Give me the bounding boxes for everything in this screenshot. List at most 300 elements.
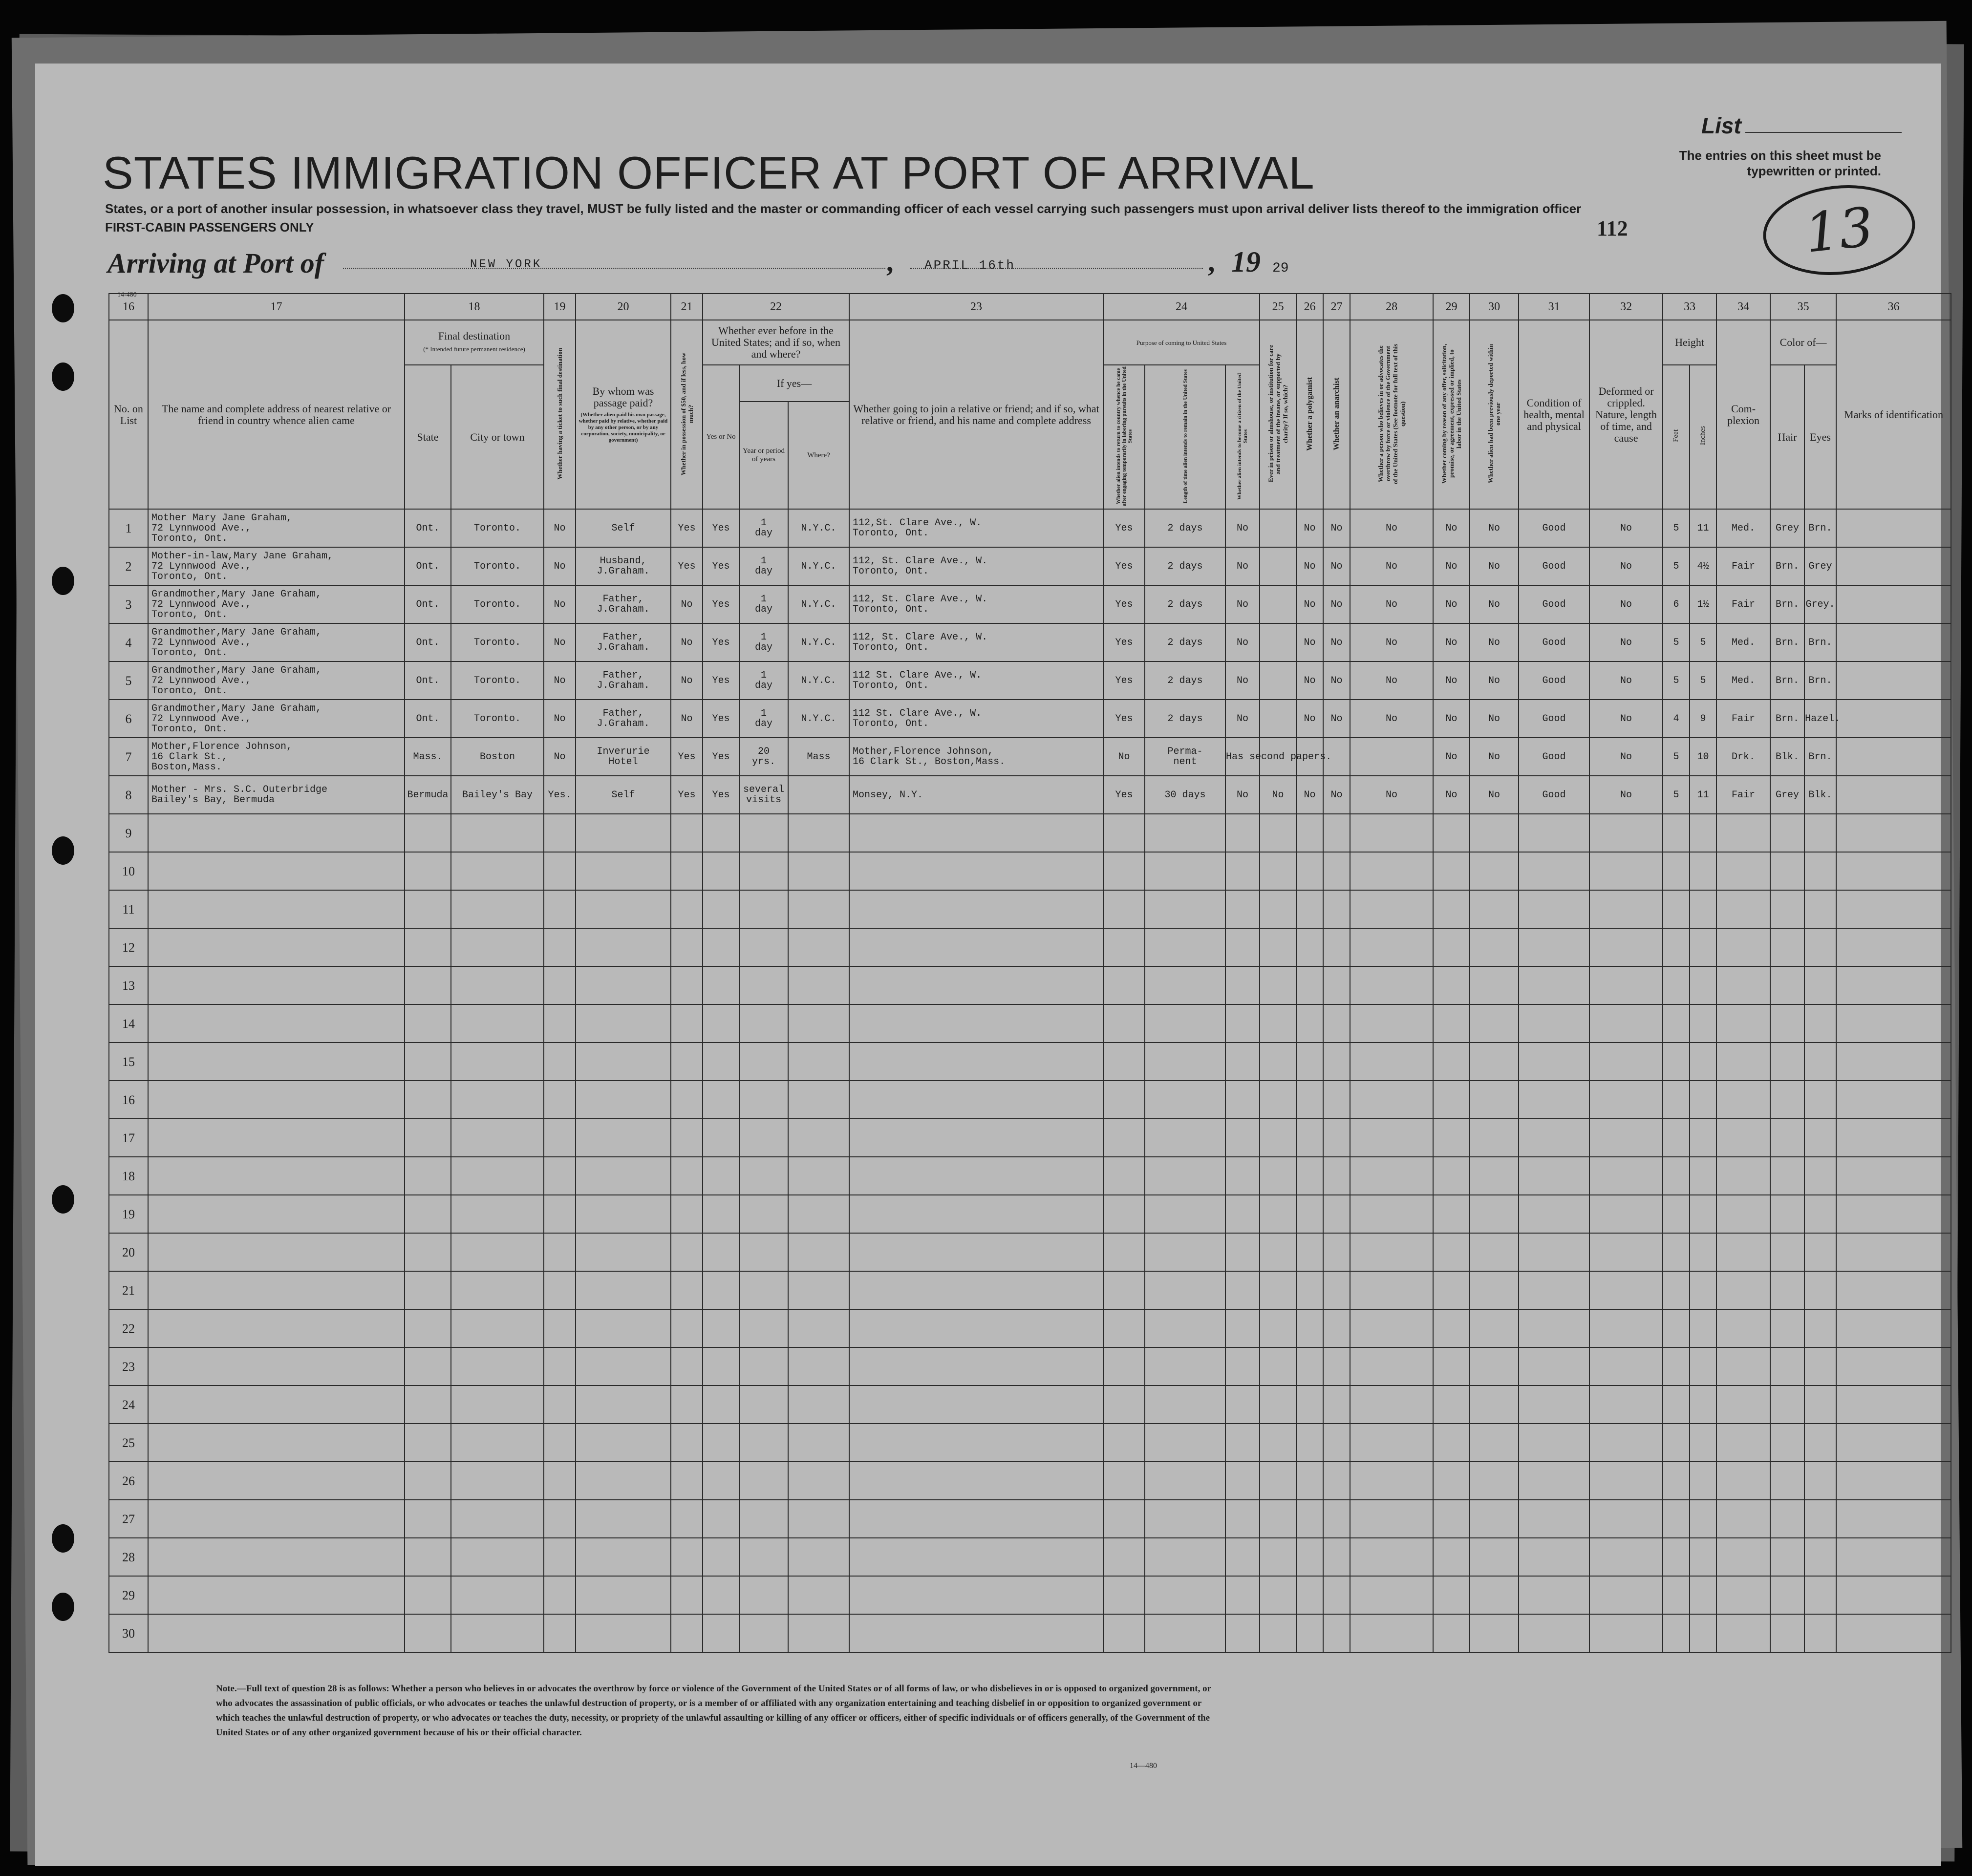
cell-joining <box>849 509 1103 547</box>
empty-cell <box>1103 1004 1145 1043</box>
cell-line: 6 <box>125 711 132 726</box>
column-number: 23 <box>849 294 1103 320</box>
empty-cell <box>1433 1462 1470 1500</box>
empty-cell <box>148 1119 405 1157</box>
empty-cell <box>703 1500 739 1538</box>
cell-line: 1 <box>760 555 767 567</box>
empty-cell <box>1260 1500 1296 1538</box>
cell-purpose-length <box>1145 509 1225 547</box>
column-number: 21 <box>671 294 703 320</box>
cell-line: No <box>1445 789 1458 801</box>
empty-cell <box>1323 1081 1350 1119</box>
empty-cell <box>739 814 788 852</box>
empty-cell <box>1145 1195 1225 1233</box>
empty-cell <box>1260 1157 1296 1195</box>
empty-cell <box>1433 1347 1470 1386</box>
cell-line: Brn. <box>1776 637 1800 648</box>
empty-cell <box>1103 1309 1145 1347</box>
empty-cell <box>576 1309 671 1347</box>
cell-city <box>451 661 544 700</box>
cell-line: No <box>1488 751 1500 763</box>
cell-line: 1½ <box>1697 598 1709 610</box>
empty-cell <box>1260 1004 1296 1043</box>
empty-cell <box>788 1195 849 1233</box>
empty-cell <box>1225 1081 1260 1119</box>
empty-cell <box>1145 1347 1225 1386</box>
cell-line: No <box>1330 598 1343 610</box>
empty-cell <box>148 928 405 966</box>
empty-cell <box>1470 1004 1519 1043</box>
empty-cell <box>1145 1538 1225 1576</box>
empty-cell <box>1804 1347 1836 1386</box>
feet-label: Feet <box>1672 429 1680 442</box>
empty-cell <box>1690 1157 1716 1195</box>
empty-cell <box>1470 1195 1519 1233</box>
cell-line: Med. <box>1732 522 1756 534</box>
empty-cell <box>1716 1500 1770 1538</box>
empty-cell <box>451 1004 544 1043</box>
empty-cell <box>1145 928 1225 966</box>
empty-cell <box>703 814 739 852</box>
empty-cell <box>1225 1614 1260 1652</box>
table-row <box>109 1081 1951 1119</box>
empty-cell <box>1296 1119 1323 1157</box>
empty-cell <box>739 1347 788 1386</box>
cell-line: 112, St. Clare Ave., W. <box>853 632 988 643</box>
cell-line: Good <box>1542 560 1566 572</box>
cell-purpose-return <box>1103 623 1145 661</box>
cell-q29 <box>1433 738 1470 776</box>
empty-cell <box>788 1233 849 1271</box>
header-prison <box>1260 320 1296 509</box>
cell-line: 112 St. Clare Ave., W. <box>853 708 982 719</box>
empty-cell <box>671 1195 703 1233</box>
empty-cell <box>1350 1462 1433 1500</box>
cell-line: day <box>754 680 772 691</box>
table-row <box>109 1500 1951 1538</box>
entries-note: The entries on this sheet must be typewritten or printed. <box>1679 148 1881 178</box>
column-number-row <box>109 294 1951 320</box>
cell-row-number <box>109 776 148 814</box>
empty-cell <box>1145 814 1225 852</box>
empty-cell <box>1350 1386 1433 1424</box>
cell-line: Yes <box>1115 560 1133 572</box>
cell-line: Toronto, Ont. <box>151 571 228 582</box>
polygamist-label: Whether a polygamist <box>1306 377 1314 451</box>
empty-cell <box>1225 1043 1260 1081</box>
table-row <box>109 1157 1951 1195</box>
empty-cell <box>703 852 739 890</box>
table-row <box>109 700 1951 738</box>
empty-cell <box>1323 1538 1350 1576</box>
binder-hole <box>52 1593 74 1621</box>
empty-cell <box>1225 1195 1260 1233</box>
empty-cell <box>849 1424 1103 1462</box>
empty-cell <box>544 966 576 1004</box>
empty-cell <box>1225 1386 1260 1424</box>
empty-cell <box>849 1500 1103 1538</box>
passage-paid-sub: (Whether alien paid his own passage, whether paid by relative, whether paid by any other person, or by any corporation, society, municipality, or government) <box>579 412 668 443</box>
cell-city <box>451 623 544 661</box>
cell-line: 5 <box>1673 675 1679 686</box>
passenger-rows <box>109 509 1951 814</box>
empty-cell <box>1770 1195 1804 1233</box>
empty-cell <box>544 1576 576 1614</box>
column-number: 36 <box>1836 294 1951 320</box>
empty-cell <box>1296 852 1323 890</box>
cell-q30 <box>1470 585 1519 623</box>
empty-cell <box>1804 1157 1836 1195</box>
empty-cell <box>1663 1004 1690 1043</box>
cell-ticket <box>544 509 576 547</box>
empty-cell <box>1716 1271 1770 1309</box>
header-q28 <box>1350 320 1433 509</box>
cell-row-number: 30 <box>109 1614 148 1652</box>
empty-cell <box>1836 966 1951 1004</box>
empty-cell <box>1836 1386 1951 1424</box>
empty-cell <box>451 1157 544 1195</box>
cell-feet <box>1663 623 1690 661</box>
empty-cell <box>1589 1309 1663 1347</box>
anarchist-label: Whether an anarchist <box>1332 377 1341 450</box>
empty-cell <box>1225 890 1260 928</box>
cell-line: Yes <box>712 713 730 725</box>
header-q30 <box>1470 320 1519 509</box>
empty-cell <box>1663 852 1690 890</box>
empty-cell <box>671 928 703 966</box>
empty-cell <box>788 890 849 928</box>
manifest-sheet <box>35 64 1941 1866</box>
empty-cell <box>576 1614 671 1652</box>
cell-year-period <box>739 700 788 738</box>
empty-cell <box>1716 1462 1770 1500</box>
empty-cell <box>1770 1386 1804 1424</box>
table-row <box>109 1462 1951 1500</box>
empty-cell <box>1260 1119 1296 1157</box>
cell-possession-50 <box>671 623 703 661</box>
empty-cell <box>1690 1004 1716 1043</box>
empty-cell <box>703 1195 739 1233</box>
empty-cell <box>739 1119 788 1157</box>
cell-row-number: 10 <box>109 852 148 890</box>
empty-cell <box>1716 1157 1770 1195</box>
empty-cell <box>1663 1157 1690 1195</box>
empty-cell <box>405 1157 451 1195</box>
header-complexion: Com-plexion <box>1716 320 1770 509</box>
cell-line: No <box>1488 522 1500 534</box>
cell-purpose-length <box>1145 661 1225 700</box>
cell-q29 <box>1433 623 1470 661</box>
cell-row-number <box>109 738 148 776</box>
cell-line: 5 <box>1700 637 1706 648</box>
cell-row-number: 24 <box>109 1386 148 1424</box>
cell-before-in-us <box>703 547 739 585</box>
empty-cell <box>544 1462 576 1500</box>
cell-line: 5 <box>1673 560 1679 572</box>
cell-row-number: 21 <box>109 1271 148 1309</box>
cell-line: 72 Lynnwood Ave., <box>151 560 252 572</box>
cell-line: Toronto, Ont. <box>151 685 228 697</box>
empty-cell <box>1589 1462 1663 1500</box>
empty-cell <box>405 1081 451 1119</box>
cell-line: N.Y.C. <box>801 675 836 686</box>
empty-cell <box>1836 1004 1951 1043</box>
empty-cell <box>1225 1462 1260 1500</box>
empty-cell <box>1836 1424 1951 1462</box>
empty-cell <box>148 1004 405 1043</box>
empty-cell <box>703 890 739 928</box>
empty-cell <box>148 1576 405 1614</box>
header-polygamist <box>1296 320 1323 509</box>
cell-line: Ont. <box>416 560 440 572</box>
cell-before-in-us <box>703 776 739 814</box>
cell-passage-paid <box>576 547 671 585</box>
empty-cell <box>1770 1576 1804 1614</box>
empty-cell <box>451 1043 544 1081</box>
empty-cell <box>405 1119 451 1157</box>
cell-line: 4 <box>125 635 132 650</box>
cell-passage-paid <box>576 509 671 547</box>
empty-cell <box>1716 1233 1770 1271</box>
empty-cell <box>1470 1157 1519 1195</box>
empty-cell <box>1519 1500 1589 1538</box>
empty-cell <box>1225 1424 1260 1462</box>
empty-cell <box>576 1538 671 1576</box>
empty-cell <box>671 966 703 1004</box>
empty-cell <box>544 1271 576 1309</box>
empty-cell <box>1260 852 1296 890</box>
empty-cell <box>1350 1538 1433 1576</box>
cell-prison <box>1260 585 1296 623</box>
cell-state <box>405 547 451 585</box>
empty-cell <box>1433 1233 1470 1271</box>
empty-cell <box>544 1043 576 1081</box>
cell-line: 11 <box>1697 522 1709 534</box>
empty-cell <box>1519 1157 1589 1195</box>
empty-cell <box>1225 1271 1260 1309</box>
cell-state <box>405 738 451 776</box>
empty-cell <box>148 1462 405 1500</box>
cell-line: No <box>554 560 566 572</box>
empty-cell <box>1323 1424 1350 1462</box>
empty-cell <box>1716 1119 1770 1157</box>
cell-line: No <box>1445 675 1458 686</box>
cell-health <box>1519 661 1589 700</box>
cell-where <box>788 547 849 585</box>
column-number: 27 <box>1323 294 1350 320</box>
empty-cell <box>739 1538 788 1576</box>
empty-cell <box>739 1004 788 1043</box>
cell-line: No <box>1304 713 1316 725</box>
empty-cell <box>671 1081 703 1119</box>
empty-cell <box>1836 890 1951 928</box>
footnote: Note.—Full text of question 28 is as follows: Whether a person who believes in or advocates the overthrow by force or violence of the Government of the United States or of all forms of law, or who disbelieves in or is opposed to organized government, or who advocates the assassination of public officials, or who advocates or teaches the unlawful destruction of property, or is a member of or affiliated with any organization entertaining and teaching disbelief in or opposition to organized government or which teaches the unlawful destruction of property, or who advocates or teaches the duty, necessity, or propriety of the unlawful assaulting or killing of any officer or officers, either of specific individuals or of officers generally, of the Government of the United States or of any other organized government because of his or their official character. <box>216 1684 1211 1738</box>
empty-cell <box>1323 928 1350 966</box>
empty-cell <box>1260 1614 1296 1652</box>
cell-line: No <box>1620 751 1632 763</box>
empty-cell <box>1433 966 1470 1004</box>
empty-cell <box>1103 1538 1145 1576</box>
empty-cell <box>1519 928 1589 966</box>
cell-deformed <box>1589 738 1663 776</box>
empty-cell <box>1103 1614 1145 1652</box>
empty-cell <box>739 1500 788 1538</box>
cell-line: No <box>1118 751 1130 763</box>
empty-cell <box>1770 852 1804 890</box>
column-number: 16 <box>109 294 148 320</box>
header-deformed: Deformed or crippled. Nature, length of time, and cause <box>1589 320 1663 509</box>
empty-cell <box>451 1462 544 1500</box>
empty-cell <box>1663 1081 1690 1119</box>
empty-cell <box>1433 1386 1470 1424</box>
empty-cell <box>1663 928 1690 966</box>
cell-line: 2 days <box>1167 560 1203 572</box>
empty-cell <box>1145 1424 1225 1462</box>
cell-anarchist <box>1323 623 1350 661</box>
sheet-number-circled <box>1758 178 1919 282</box>
empty-cell <box>148 1500 405 1538</box>
empty-cell <box>1145 1119 1225 1157</box>
empty-cell <box>1350 1157 1433 1195</box>
empty-cell <box>1589 1500 1663 1538</box>
empty-cell <box>1470 1081 1519 1119</box>
cell-line: No <box>1488 637 1500 648</box>
empty-cell <box>1804 1424 1836 1462</box>
cell-row-number <box>109 547 148 585</box>
cell-state <box>405 661 451 700</box>
empty-cell <box>1804 852 1836 890</box>
cell-line: No <box>1620 560 1632 572</box>
empty-cell <box>1470 1119 1519 1157</box>
empty-cell <box>1690 1538 1716 1576</box>
cell-where <box>788 585 849 623</box>
cell-line: Yes <box>712 675 730 686</box>
cell-line: Father, <box>602 708 644 719</box>
empty-cell <box>1804 1043 1836 1081</box>
cell-line: Fair <box>1732 560 1756 572</box>
cell-line: No <box>1620 637 1632 648</box>
empty-cell <box>1690 814 1716 852</box>
empty-cell <box>1519 814 1589 852</box>
empty-cell <box>1690 966 1716 1004</box>
header-feet <box>1663 365 1690 509</box>
empty-cell <box>1350 966 1433 1004</box>
empty-cell <box>788 1081 849 1119</box>
cell-line: 1 <box>760 594 767 605</box>
table-row <box>109 852 1951 890</box>
cell-state <box>405 585 451 623</box>
empty-cell <box>1690 1195 1716 1233</box>
cell-line: Ont. <box>416 675 440 686</box>
cell-line: No <box>681 713 693 725</box>
empty-cell <box>1716 1576 1770 1614</box>
cell-year-period <box>739 738 788 776</box>
empty-cell <box>1804 1538 1836 1576</box>
cell-ticket <box>544 547 576 585</box>
empty-cell <box>544 1004 576 1043</box>
cell-line: Bermuda <box>407 789 449 801</box>
cell-row-number: 17 <box>109 1119 148 1157</box>
cell-line: Yes. <box>548 789 572 801</box>
cell-line: No <box>1386 560 1398 572</box>
cell-line: No <box>681 637 693 648</box>
cell-line: N.Y.C. <box>801 637 836 648</box>
empty-cell <box>1770 1500 1804 1538</box>
empty-cell <box>451 1271 544 1309</box>
cell-row-number: 11 <box>109 890 148 928</box>
empty-cell <box>544 890 576 928</box>
empty-cell <box>1260 1043 1296 1081</box>
empty-cell <box>544 1538 576 1576</box>
sheet-number: 13 <box>1801 195 1877 265</box>
empty-cell <box>1716 890 1770 928</box>
cell-purpose-citizen <box>1225 585 1260 623</box>
cell-q29 <box>1433 547 1470 585</box>
page-number: 112 <box>1597 216 1628 240</box>
empty-cell <box>1145 1614 1225 1652</box>
empty-cell <box>1296 1614 1323 1652</box>
cell-line: Toronto. <box>473 598 521 610</box>
cell-health <box>1519 738 1589 776</box>
empty-cell <box>849 1271 1103 1309</box>
header-purpose-citizen <box>1225 365 1260 509</box>
cell-line: No <box>1620 675 1632 686</box>
cell-line: day <box>754 718 772 729</box>
cell-purpose-citizen <box>1225 623 1260 661</box>
cell-eyes <box>1804 509 1836 547</box>
cell-marks <box>1836 509 1951 547</box>
column-number: 17 <box>148 294 405 320</box>
cell-row-number: 19 <box>109 1195 148 1233</box>
empty-cell <box>1804 1500 1836 1538</box>
empty-cell <box>544 1119 576 1157</box>
port-line <box>343 268 885 269</box>
empty-cell <box>1716 1309 1770 1347</box>
column-number: 26 <box>1296 294 1323 320</box>
cell-line: day <box>754 604 772 615</box>
empty-cell <box>1716 966 1770 1004</box>
empty-cell <box>1433 1043 1470 1081</box>
cell-line: No <box>1488 598 1500 610</box>
cell-line: 6 <box>1673 598 1679 610</box>
empty-cell <box>544 1614 576 1652</box>
empty-cell <box>451 1119 544 1157</box>
cell-line: Toronto, Ont. <box>151 609 228 620</box>
empty-cell <box>1350 890 1433 928</box>
empty-cell <box>1323 814 1350 852</box>
empty-cell <box>1350 1500 1433 1538</box>
empty-cell <box>1663 1119 1690 1157</box>
column-number: 18 <box>405 294 544 320</box>
empty-cell <box>1690 1309 1716 1347</box>
empty-cell <box>1323 1043 1350 1081</box>
cell-health <box>1519 547 1589 585</box>
cell-line: Toronto, Ont. <box>151 647 228 659</box>
empty-cell <box>788 1462 849 1500</box>
empty-cell <box>1433 1538 1470 1576</box>
empty-cell <box>1663 814 1690 852</box>
empty-cell <box>1225 966 1260 1004</box>
empty-cell <box>1350 1043 1433 1081</box>
cell-line: Good <box>1542 751 1566 763</box>
cell-city <box>451 776 544 814</box>
empty-cell <box>1663 890 1690 928</box>
cell-line: Grey <box>1776 522 1800 534</box>
cell-line: Good <box>1542 789 1566 801</box>
cell-ticket <box>544 623 576 661</box>
empty-cell <box>1836 1271 1951 1309</box>
cell-line: Yes <box>712 789 730 801</box>
